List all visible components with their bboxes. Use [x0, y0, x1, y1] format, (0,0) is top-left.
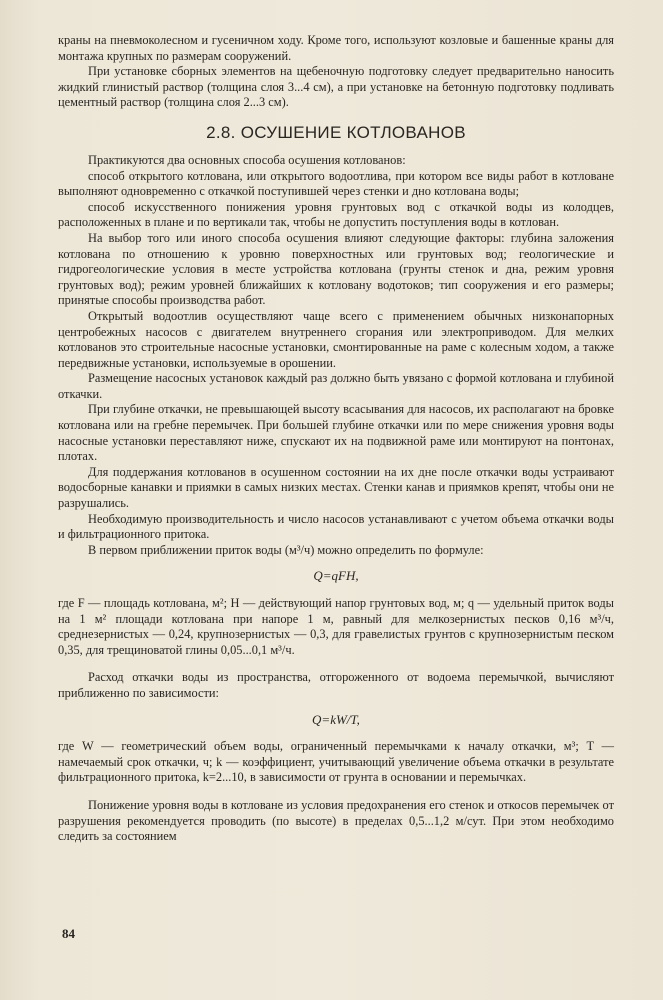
paragraph: Практикуются два основных способа осушения котлованов:	[88, 152, 406, 167]
paragraph: При установке сборных элементов на щебеночную подготовку следует предварительно наносить жидкий глинистый раствор (толщина слоя 3...4 см), а при установке на бетонную подготовку подливать цементный раствор (толщина слоя 2...3 см).	[58, 64, 614, 110]
paragraph: При глубине откачки, не превышающей высоту всасывания для насосов, их располагают на бровке котлована или на гребне перемычек. При большей глубине откачки или по мере снижения уровня воды насосные установки переставляют ниже, спускают их на подвижной раме или монтируют на понтонах, плотах.	[58, 402, 614, 464]
paragraph: Понижение уровня воды в котловане из условия предохранения его стенок и откосов перемычек от разрушения рекомендуется проводить (по высоте) в пределах 0,5...1,2 м/сут. При этом необходимо следить за состоянием	[58, 797, 614, 844]
paragraph: Необходимую производительность и число насосов устанавливают с учетом объема откачки воды и фильтрационного притока.	[58, 511, 614, 542]
paragraph: Расход откачки воды из пространства, отгороженного от водоема перемычкой, вычисляют приближенно по зависимости:	[58, 670, 614, 700]
paragraph: Открытый водоотлив осуществляют чаще всего с применением обычных низконапорных центробежных насосов с двигателем внутреннего сгорания или электроприводом. Для мелких котлованов это строительные насосные установки, смонтированные на раме с колесным ходом, а также передвижные установки, используемые в орошении.	[58, 308, 614, 370]
page-text	[58, 33, 614, 845]
paragraph: На выбор того или иного способа осушения влияют следующие факторы: глубина заложения котлована по отношению к уровню поверхностных или грунтовых вод; геологические и гидрогеологические условия в месте устройства котлована (грунты стенок и дна, режим уровня грунтовых вод); режим уровней ближайших к котловану водотоков; тип сооружения и его размеры; принятые способы производства работ.	[58, 230, 614, 308]
paragraph: краны на пневмоколесном и гусеничном ходу. Кроме того, используют козловые и башенные краны для монтажа крупных по размерам сооружений.	[58, 33, 614, 63]
formula-discharge: Q=kW/T,	[312, 711, 360, 727]
formula-explanation: где F — площадь котлована, м²; H — действующий напор грунтовых вод, м; q — удельный приток воды на 1 м² площади котлована при напоре 1 м, равный для мелкозернистых песков 0,16 м³/ч, среднезернистых — 0,24, крупнозернистых — 0,3, для гравелистых грунтов с крупнозернистым песком 0,35, для трещиноватой глины 0,05...0,1 м³/ч.	[58, 596, 614, 657]
paragraph: Размещение насосных установок каждый раз должно быть увязано с формой котлована и глубиной откачки.	[58, 371, 614, 401]
spacer	[58, 786, 614, 798]
paragraph: способ искусственного понижения уровня грунтовых вод с откачкой воды из колодцев, расположенных в плане и по вертикали так, чтобы не допустить поступления воды в котлован.	[58, 199, 614, 230]
spacer	[58, 658, 614, 670]
page-number: 84	[62, 926, 75, 941]
formula-explanation: где W — геометрический объем воды, ограниченный перемычками к началу откачки, м³; T — намечаемый срок откачки, ч; k — коэффициент, учитывающий увеличение объема откачки в результате фильтрационного притока, k=2...10, в зависимости от грунта в основании и перемычках.	[58, 739, 614, 785]
paragraph: Для поддержания котлованов в осушенном состоянии на их дне после откачки воды устраивают водосборные канавки и приямки в самых низких местах. Стенки канав и приямков крепят, чтобы они не разрушались.	[58, 464, 614, 511]
paragraph: В первом приближении приток воды (м³/ч) можно определить по формуле:	[88, 542, 484, 557]
formula-inflow: Q=qFH,	[313, 568, 359, 584]
section-title: 2.8. ОСУШЕНИЕ КОТЛОВАНОВ	[206, 122, 466, 142]
paragraph: способ открытого котлована, или открытого водоотлива, при котором все виды работ в котловане выполняют одновременно с откачкой поступившей через стенки и дно котлована воды;	[58, 168, 614, 199]
